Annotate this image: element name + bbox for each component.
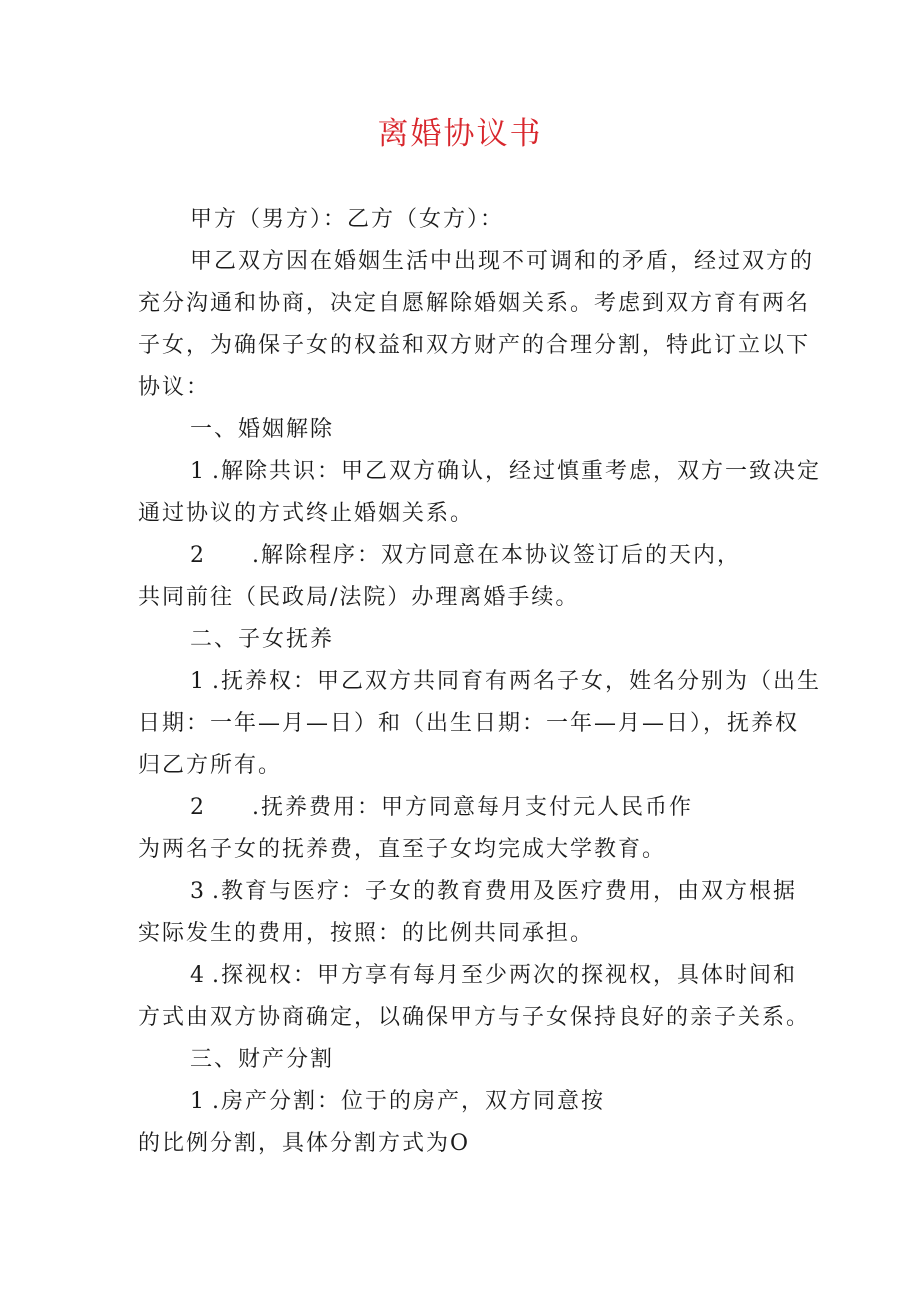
clause-number: 3: [190, 879, 206, 904]
clause-line: [190, 793, 693, 823]
section-heading: 二、子女抚养: [190, 627, 335, 652]
clause-text: .解除程序：双方同意在本协议签订后的天内，: [252, 543, 741, 568]
clause-line: [190, 1087, 605, 1117]
clause-line: 归乙方所有。: [138, 753, 283, 778]
clause-line: 的比例分割，具体分割方式为O: [138, 1131, 471, 1156]
section-heading: 一、婚姻解除: [190, 417, 335, 442]
document-title: 离婚协议书: [377, 116, 543, 152]
clause-line: 通过协议的方式终止婚姻关系。: [138, 501, 475, 526]
clause-line: [190, 457, 821, 487]
clause-number: 1: [190, 1089, 206, 1114]
clause-line: [190, 877, 797, 907]
section-heading: 三、财产分割: [190, 1047, 335, 1072]
clause-number: 2: [190, 795, 206, 820]
clause-line: [190, 667, 821, 697]
clause-text: .教育与医疗：子女的教育费用及医疗费用，由双方根据: [212, 879, 797, 904]
preamble-line: 子女，为确保子女的权益和双方财产的合理分割，特此订立以下: [138, 333, 811, 358]
preamble-line: 充分沟通和协商，决定自愿解除婚姻关系。考虑到双方育有两名: [138, 291, 811, 316]
preamble-line: 协议：: [138, 375, 211, 400]
clause-number: 1: [190, 459, 206, 484]
clause-text: .探视权：甲方享有每月至少两次的探视权，具体时间和: [212, 963, 797, 988]
clause-line: 日期：一年—月—日）和（出生日期：一年—月—日），抚养权: [138, 711, 800, 736]
clause-text: .抚养权：甲乙双方共同育有两名子女，姓名分别为（出生: [212, 669, 821, 694]
clause-line: 实际发生的费用，按照：的比例共同承担。: [138, 921, 595, 946]
clause-line: 方式由双方协商确定，以确保甲方与子女保持良好的亲子关系。: [138, 1005, 811, 1030]
clause-text: .抚养费用：甲方同意每月支付元人民币作: [252, 795, 693, 820]
clause-line: [190, 541, 741, 571]
clause-text: .房产分割：位于的房产，双方同意按: [212, 1089, 605, 1114]
clause-line: 为两名子女的抚养费，直至子女均完成大学教育。: [138, 837, 667, 862]
clause-number: 4: [190, 963, 206, 988]
clause-text: .解除共识：甲乙双方确认，经过慎重考虑，双方一致决定: [212, 459, 821, 484]
parties-line: 甲方（男方）：乙方（女方）：: [190, 207, 505, 232]
clause-number: 1: [190, 669, 206, 694]
clause-line: [190, 961, 797, 991]
clause-number: 2: [190, 543, 206, 568]
clause-line: 共同前往（民政局/法院）办理离婚手续。: [138, 585, 580, 610]
preamble-line: 甲乙双方因在婚姻生活中出现不可调和的矛盾，经过双方的: [190, 249, 815, 274]
